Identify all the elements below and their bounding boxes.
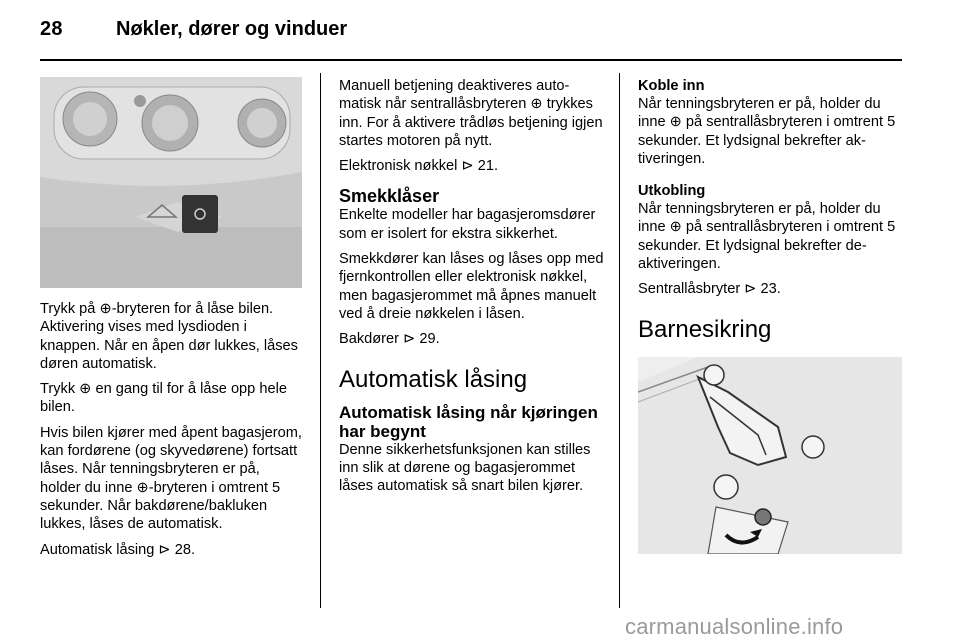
cross-reference: Sentrallåsbryter ⊳ 23. <box>638 281 781 298</box>
watermark: carmanualsonline.info <box>625 614 844 639</box>
paragraph: Når tenningsbryteren er på, holder du inne ⊕ på sentrallåsbryteren i omtrent 5 sekunder. Et lydsignal bekrefter aktiveringen. <box>638 96 896 167</box>
cross-reference: Elektronisk nøkkel ⊳ 21. <box>339 158 499 175</box>
cross-reference: Automatisk låsing ⊳ 28. <box>40 541 195 558</box>
column-divider <box>619 73 620 608</box>
column-divider <box>320 73 321 608</box>
heading-koble-inn: Koble inn <box>638 78 705 94</box>
cross-reference: Bakdører ⊳ 29. <box>339 331 440 348</box>
paragraph: Manuell betjening deaktiveres automatisk når sentrallåsbryteren ⊕ trykkes inn. For å aktivere trådløs betjening igjen startes motoren på nytt. <box>339 78 603 149</box>
paragraph: Smekkdører kan låses og låses opp med fjernkontrollen eller elektronisk nøkkel, men bagasjerommet må åpnes manuelt ved å dreie nøkkelen i låsen. <box>339 251 604 322</box>
paragraph: Trykk ⊕ en gang til for å låse opp hele bilen. <box>40 381 287 416</box>
page-number: 28 <box>40 18 63 40</box>
paragraph: Enkelte modeller har bagasjeromsdører som er isolert for ekstra sikkerhet. <box>339 207 596 242</box>
paragraph: Denne sikkerhetsfunksjonen kan stilles inn slik at dørene og bagasjerommet låses automatisk så snart bilen kjører. <box>339 441 591 495</box>
paragraph: Når tenningsbryteren er på, holder du inne ⊕ på sentrallåsbryteren i omtrent 5 sekunder. Et lydsignal bekrefter deaktiveringen. <box>638 201 896 273</box>
heading-barnesikring: Barnesikring <box>638 315 772 343</box>
column-3 <box>638 77 902 554</box>
paragraph: Hvis bilen kjører med åpent bagasjerom, kan fordørene (og skyvedørene) fortsatt låses. Når tenningsbryteren er på, holder du inne ⊕-bryteren i omtrent 5 sekunder. Når bakdørene/bakluken lukkes, låses de automatisk. <box>40 424 302 533</box>
heading-smekklaser: Smekklåser <box>339 186 440 207</box>
column-2 <box>339 77 605 502</box>
child-lock-photo <box>638 357 902 554</box>
column-1 <box>40 77 302 566</box>
page-title: Nøkler, dører og vinduer <box>116 18 348 40</box>
dashboard-lock-switch-photo <box>40 77 302 288</box>
heading-automatisk-lasing: Automatisk låsing <box>339 365 528 393</box>
subheading-automatisk-lasing: Automatisk låsing når kjøringen har begynt <box>339 402 598 441</box>
heading-utkobling: Utkobling <box>638 183 706 200</box>
header-rule <box>40 59 902 61</box>
paragraph: Trykk på ⊕-bryteren for å låse bilen. Aktivering vises med lysdioden i knappen. Når en åpen dør lukkes, låses døren automatisk. <box>40 301 298 372</box>
